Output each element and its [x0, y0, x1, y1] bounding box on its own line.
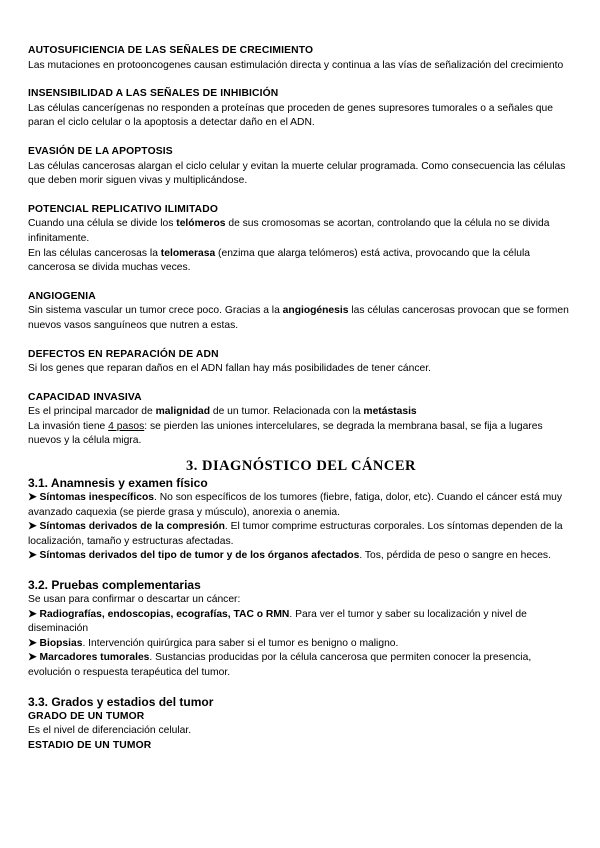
section-grados-estadios: [28, 695, 574, 754]
arrow-bullet-icon: ➤: [28, 637, 37, 649]
section-paragraph: [28, 405, 574, 420]
arrow-bullet-icon: ➤: [28, 521, 37, 533]
text-run: . El tumor comprime estructuras corporales. Los síntomas dependen de la localización, tamaño y estructuras afectadas.: [28, 521, 563, 547]
text-run: La invasión tiene: [28, 420, 109, 432]
section-heading: CAPACIDAD INVASIVA: [28, 391, 142, 403]
section-insensibilidad: [28, 87, 574, 131]
section-paragraph: [28, 217, 574, 246]
text-run: . No son específicos de los tumores (fiebre, fatiga, dolor, etc). Cuando el cáncer está muy avanzado caquexia (se pierde grasa y músculo), anorexia o anemia.: [28, 492, 563, 518]
section-text: Si los genes que reparan daños en el ADN fallan hay más posibilidades de tener cáncer.: [28, 363, 431, 375]
bullet-item: [28, 520, 574, 549]
subsection-heading: 3.2. Pruebas complementarias: [28, 578, 201, 593]
bold-term: Síntomas derivados del tipo de tumor y de los órganos afectados: [39, 550, 360, 562]
section-heading: ESTADIO DE UN TUMOR: [28, 739, 152, 751]
arrow-bullet-icon: ➤: [28, 550, 37, 562]
section-text: Es el nivel de diferenciación celular.: [28, 725, 192, 737]
arrow-bullet-icon: ➤: [28, 492, 37, 504]
section-heading: INSENSIBILIDAD A LAS SEÑALES DE INHIBICIÓN: [28, 88, 279, 100]
section-anamnesis: [28, 476, 574, 564]
text-run: . Para ver el tumor y saber su localización y nivel de diseminación: [28, 608, 527, 635]
text-run: de sus cromosomas se acortan, controlando que la célula no se divida infinitamente.: [28, 218, 550, 244]
section-evasion-apoptosis: [28, 145, 574, 189]
section-paragraph: [28, 420, 574, 449]
bold-term: Síntomas derivados de la compresión: [39, 521, 225, 533]
section-text: Las mutaciones en protooncogenes causan estimulación directa y continua a las vías de señalización del crecimiento: [28, 59, 564, 71]
text-run: las células cancerosas provocan que se formen nuevos vasos sanguíneos que nutren a estas.: [28, 305, 569, 331]
section-text: Las células cancerígenas no responden a proteínas que proceden de genes supresores tumorales o a señales que paran el ciclo celular o la apoptosis a detectar daño en el ADN.: [28, 102, 553, 129]
subsection-heading: 3.1. Anamnesis y examen físico: [28, 476, 208, 491]
bold-term: Síntomas inespecíficos: [39, 492, 154, 504]
section-heading: POTENCIAL REPLICATIVO ILIMITADO: [28, 203, 218, 215]
bold-term: telomerasa: [160, 247, 216, 259]
text-run: (enzima que alarga telómeros) está activa, provocando que la célula cancerosa se divida muchas veces.: [28, 247, 530, 274]
bullet-item: [28, 651, 574, 680]
bold-term: Marcadores tumorales: [39, 652, 150, 664]
document-page: [28, 44, 574, 753]
arrow-bullet-icon: ➤: [28, 608, 37, 620]
section-potencial-replicativo: [28, 203, 574, 276]
text-run: . Tos, pérdida de peso o sangre en heces.: [359, 550, 551, 562]
text-run: . Sustancias producidas por la célula cancerosa que permiten conocer la presencia, evolución o respuesta terapéutica del tumor.: [28, 652, 532, 678]
section-defectos-reparacion: [28, 348, 574, 377]
bold-term: malignidad: [155, 406, 210, 418]
text-run: . Intervención quirúrgica para saber si el tumor es benigno o maligno.: [82, 637, 399, 649]
section-heading: EVASIÓN DE LA APOPTOSIS: [28, 145, 173, 157]
bullet-item: [28, 549, 574, 564]
underlined-term: 4 pasos: [108, 420, 145, 432]
section-heading: AUTOSUFICIENCIA DE LAS SEÑALES DE CRECIMIENTO: [28, 45, 314, 56]
bold-term: metástasis: [363, 406, 417, 418]
bullet-item: [28, 608, 574, 637]
bold-term: telómeros: [176, 218, 226, 230]
section-text: Las células cancerosas alargan el ciclo celular y evitan la muerte celular programada. Como consecuencia las células que deben morir siguen vivas y multiplicándose.: [28, 160, 566, 187]
text-run: : se pierden las uniones intercelulares, se degrada la membrana basal, se fija a lugares nuevos y la célula migra.: [28, 420, 543, 447]
bold-term: Radiografías, endoscopias, ecografías, TAC o RMN: [39, 608, 290, 620]
subsection-heading: 3.3. Grados y estadios del tumor: [28, 694, 214, 709]
text-run: Cuando una célula se divide los: [28, 218, 177, 230]
section-capacidad-invasiva: [28, 391, 574, 449]
bullet-item: [28, 491, 574, 520]
arrow-bullet-icon: ➤: [28, 652, 37, 664]
section-heading: GRADO DE UN TUMOR: [28, 710, 145, 722]
section-angiogenia: [28, 290, 574, 334]
text-run: En las células cancerosas la: [28, 247, 161, 259]
text-run: Es el principal marcador de: [28, 406, 156, 418]
section-heading: DEFECTOS EN REPARACIÓN DE ADN: [28, 348, 219, 360]
chapter-title: 3. DIAGNÓSTICO DEL CÁNCER: [185, 458, 417, 475]
section-paragraph: [28, 247, 574, 276]
bold-term: Biopsias: [39, 637, 83, 649]
bold-term: angiogénesis: [282, 305, 349, 317]
bullet-item: [28, 637, 574, 652]
section-heading: ANGIOGENIA: [28, 290, 96, 302]
section-autosuficiencia: [28, 44, 574, 73]
section-pruebas-complementarias: [28, 578, 574, 681]
text-run: de un tumor. Relacionada con la: [210, 406, 364, 418]
section-text: Se usan para confirmar o descartar un cáncer:: [28, 594, 241, 606]
section-paragraph: [28, 304, 574, 333]
text-run: Sin sistema vascular un tumor crece poco. Gracias a la: [28, 305, 283, 317]
